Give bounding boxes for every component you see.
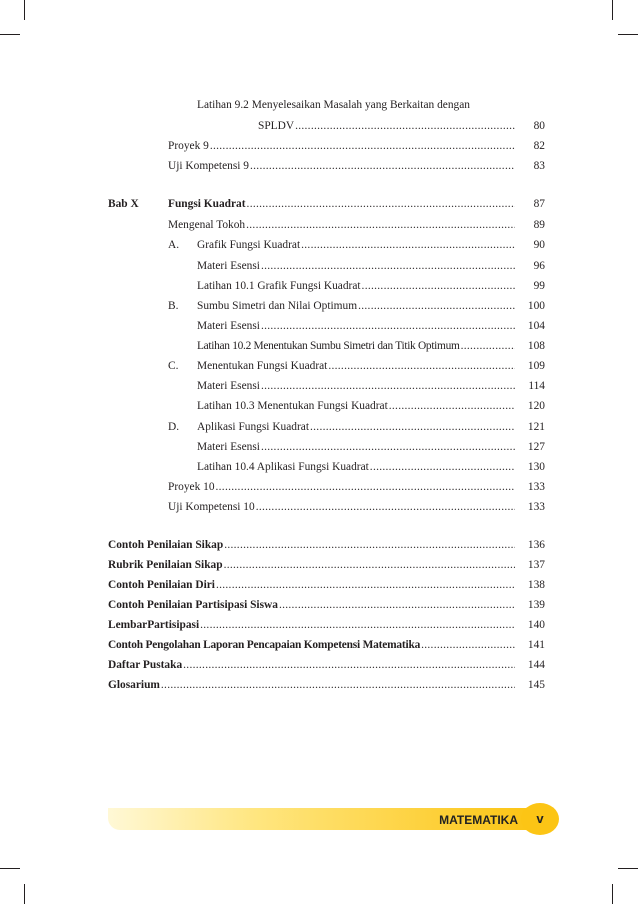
crop-mark [24,884,25,904]
section-label [168,237,198,253]
toc-page-number: 83 [533,160,545,172]
toc-entry-diri [108,577,545,593]
toc-entry-a-materi [197,258,545,274]
toc-entry-a-latihan [197,278,545,294]
toc-page-number: 136 [527,539,545,551]
toc-entry-title: Materi Esensi [197,320,260,332]
toc-page-number: 139 [527,599,545,611]
toc-entry-pengolahan [108,637,545,653]
toc-entry-title: Mengenal Tokoh [168,219,246,231]
toc-entry-uji-10 [168,499,545,515]
toc-entry-b-materi [197,318,545,334]
toc-page-number: 89 [533,219,545,231]
toc-page-number: 121 [527,421,545,433]
toc-page-number: 82 [533,140,545,152]
section-label [168,298,198,314]
toc-page-number: 141 [527,639,545,651]
toc-entry-glosarium [108,677,545,693]
toc-page-number: 96 [533,260,545,272]
toc-entry-tokoh [168,217,545,233]
toc-page-number: 120 [527,400,545,412]
toc-entry-title: Materi Esensi [197,441,260,453]
section-letter: D. [168,421,180,433]
toc-page-number: 87 [533,198,545,210]
section-letter: B. [168,300,179,312]
toc-entry-title: Contoh Pengolahan Laporan Pencapaian Kompetensi Matematika [108,639,421,651]
toc-entry-latihan-9-2-cont [258,118,545,134]
footer-subject: MATEMATIKA [439,813,518,827]
toc-page-number: 90 [533,239,545,251]
toc-page-number: 137 [527,559,545,571]
toc-entry-proyek-9 [168,138,545,154]
toc-entry-title: Proyek 10 [168,481,215,493]
toc-page-number: 144 [527,659,545,671]
toc-entry-title: Materi Esensi [197,260,260,272]
toc-entry-title: Rubrik Penilaian Sikap [108,559,223,571]
toc-page-number: 104 [527,320,545,332]
toc-page-number: 130 [527,461,545,473]
toc-entry-c-latihan [197,398,545,414]
toc-entry-title: SPLDV [258,120,295,132]
chapter-label [108,196,168,212]
toc-entry-title: Uji Kompetensi 10 [168,501,255,513]
toc-entry-lembar [108,617,545,633]
toc-page-number: 108 [527,340,545,352]
toc-entry-b [197,298,545,314]
footer-page-number: v [521,803,559,835]
toc-entry-proyek-10 [168,479,545,495]
toc-entry-title: Glosarium [108,679,160,691]
toc-entry-c-materi [197,378,545,394]
toc-entry-title: Fungsi Kuadrat [168,198,246,210]
chapter-number: Bab X [108,198,139,210]
toc-entry-title: Daftar Pustaka [108,659,183,671]
toc-entry-title: Materi Esensi [197,380,260,392]
toc-entry-title: Latihan 10.4 Aplikasi Fungsi Kuadrat [197,461,369,473]
toc-entry-title: Latihan 9.2 Menyelesaikan Masalah yang Berkaitan dengan [197,99,470,111]
toc-page-number: 127 [527,441,545,453]
toc-page-number: 138 [527,579,545,591]
toc-entry-title: Proyek 9 [168,140,209,152]
toc-entry-title: LembarPartisipasi [108,619,200,631]
toc-entry-uji-9 [168,158,545,174]
toc-entry-title: Contoh Penilaian Sikap [108,539,224,551]
toc-entry-sikap [108,537,545,553]
toc-entry-d-latihan [197,459,545,475]
toc-entry-c [197,358,545,374]
toc-entry-title: Uji Kompetensi 9 [168,160,249,172]
toc-entry-title: Aplikasi Fungsi Kuadrat [197,421,309,433]
toc-entry-title: Contoh Penilaian Partisipasi Siswa [108,599,278,611]
toc-page-number: 99 [533,280,545,292]
toc-entry-pustaka [108,657,545,673]
toc-page-number: 133 [527,481,545,493]
toc-entry-title: Latihan 10.3 Menentukan Fungsi Kuadrat [197,400,388,412]
toc-entry-d [197,419,545,435]
toc-entry-title: Latihan 10.2 Menentukan Sumbu Simetri dan Titik Optimum [197,340,460,352]
toc-entry-title: Contoh Penilaian Diri [108,579,215,591]
section-label [168,419,198,435]
toc-entry-title: Grafik Fungsi Kuadrat [197,239,301,251]
toc-page-number: 140 [527,619,545,631]
toc-entry-title: Menentukan Fungsi Kuadrat [197,360,328,372]
toc-entry-a [197,237,545,253]
crop-mark [618,868,638,869]
toc-entry-rubrik [108,557,545,573]
toc-entry-bab-x [168,196,545,212]
toc-entry-title: Sumbu Simetri dan Nilai Optimum [197,300,358,312]
crop-mark [0,868,20,869]
section-label [168,358,198,374]
toc-page-number: 100 [527,300,545,312]
toc-page-number: 80 [533,120,545,132]
crop-mark [612,884,613,904]
section-letter: A. [168,239,180,251]
toc-page-number: 145 [527,679,545,691]
toc-entry-partisipasi [108,597,545,613]
toc-page-number: 109 [527,360,545,372]
toc-entry-latihan-9-2 [197,97,537,113]
toc-entry-d-materi [197,439,545,455]
toc-entry-title: Latihan 10.1 Grafik Fungsi Kuadrat [197,280,361,292]
toc-page-number: 114 [528,380,545,392]
section-letter: C. [168,360,179,372]
toc-page-number: 133 [527,501,545,513]
toc-entry-b-latihan [197,338,545,354]
